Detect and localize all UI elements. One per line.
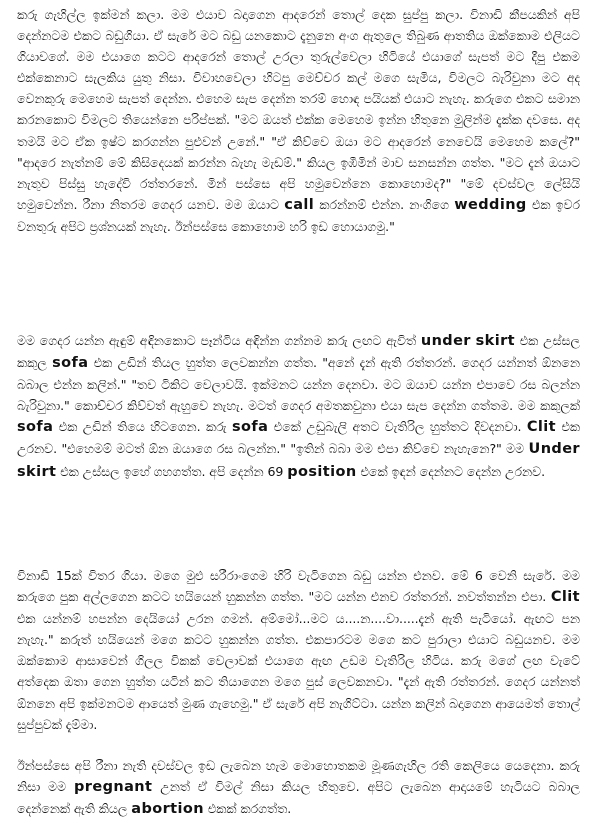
bold-term: skirt — [475, 333, 515, 349]
bold-term: wedding — [454, 196, 527, 213]
bold-term: sofa — [52, 355, 89, 372]
paragraph-1: කරු ගැහිල්ල ඉක්මන් කලා. මම එයාව බදාගෙන ආදරෙන් තොල් දෙක සුප්පු කලා. විනාඩි කීපයකින් අපි දෙන්නටම එකට බඩුගියා. ඒ සැරේ මට බඩු යනකොට දැනුනෙ අංග ඇතුලෙ තිබුණ ආතතිය ඔක්කොම එලියට ගියාවගේ. මම එයාගෙ කටට ආදරෙන් තොල් උරලා තුරුල්වෙලා හිටියේ එයාගේ සැපත් මට දීපු එකම එක්කෙනාට සැලකිය යුතු නිසා. විවාහවෙලා හිටපු මෙච්චර කල් මගෙ සැමිය, විමලට බැරිවුනා මට අද වෙනකුරු මෙහෙම සැපත් දෙන්න. එහෙම සැප දෙන්න තරම් හොඳ පයියක් එයාට නැහැ. කරුගෙ එකට සමාන කරනකොට විමලට තියෙන්නෙ පරිප්පක්. "මට ඔයත් එක්ක මෙහෙම ඉන්න හිතුනෙ මුලින්ම දැක්ක දවසෙ. අද තමයි මට ඒක ඉෂ්ට කරගන්න පුළුවන් උනේ." "ඒ කිව්වෙ ඔයා මට ආදරෙන් නෙවෙයි මෙහෙම කලේ?" "ආදරෙ නැත්නම් මේ කිසිදෙයක් කරන්න බැහැ මැඩම්." කියල ඉඹීමින් මාව සනසන්න ගත්ත. "මට දැන් ඔයාට නැතුව පිස්සු හැදේවි රත්තරනේ. මින් පස්සෙ අපි හමුවෙන්නෙ කොහොමද?" "මේ දවස්වල ලේසියි හමුවෙන්න. රීනා නිතරම ගෙදර යනව. මම ඔයාට call කරන්නම් එන්න. නංගිගෙ wedding එක ඉවර වනතුරු අපිට ප්‍රශ්නයක් නැහැ. ඊන්පස්සෙ කොහොම හරි ඉඩ හොයාගමු." — [17, 7, 581, 234]
bold-term: sofa — [17, 419, 54, 436]
paragraph-3: විනාඩි 15ක් විතර ගියා. මගෙ මුළු සරීරාංගෙම හිරි වැටිගෙන බඩු යන්න එනව. මේ 6 වෙනි සැරේ. මම කරුගෙ පුක අල්ලගෙන කටට හයියෙන් හුකන්න ගත්ත. "මට යන්න එනව රත්තරන්. නවත්තන්න එපා. Clit එක යන්නම් හපන්න දෙයියෝ උරන ගමන්. අම්මෝ...මට ය....න....වා.....දැන් ඇති පැටියෝ. ඇඟට පන නැහැ." කරුත් හයියෙන් මගෙ කටට හුකන්න ගත්ත. එකපාරටම මගෙ කට පුරාලා එයාට බඩුයනව. මම ඔක්කොම ආසාවෙන් ගිලල විකක් වෙලාවක් එයාගෙ ඇඟ උඩම වැතිරිල හිටිය. කරු මගේ ලඟ වැටේ අත්දෙක ඔතා ගෙන හුත්ත යටින් කට තියාගෙන මගෙ පුස් ලෙවකනවා. "දැන් ඇති රත්තරන්. ගෙදර යන්නත් ඕනනෙ අපි ඉක්මනටම ආයෙත් මුණ ගැහෙමු." ඒ සැරේ අපි නැගිට්ටා. යන්න කලින් බදාගෙන ආයෙමත් තොල් සුප්පුවක් දැම්මා. — [17, 568, 581, 732]
bold-term: under — [420, 333, 471, 349]
bold-term: Clit — [550, 589, 581, 606]
bold-term: Clit — [526, 419, 556, 436]
paragraph-4: ඊන්පස්සෙ අපි රීනා නැති දවස්වල ඉඩ ලැබෙන හැම මොහොතකම මූණගැහිල රති කෙලියෙ යෙදෙනා. කරු නිසා මම pregnant උනත් ඒ විමල් නිසා කියල හිතුවෙ. අපිට ලැබෙන ආදායමේ හැටියට බබාල දෙන්නෙක් ඇති කියල abortion එකක් කරගත්ත. — [17, 758, 581, 818]
bold-term: pregnant — [74, 779, 153, 796]
bold-term: Under skirt — [17, 441, 580, 480]
bold-term: position — [287, 463, 357, 480]
bold-term: call — [284, 196, 315, 213]
bold-term: sofa — [232, 419, 269, 436]
bold-term: abortion — [131, 801, 204, 818]
paragraph-2: මම ගෙදර යන්න ඇඳුම් අඳිනකොට පෑන්ටිය අඳින්න ගන්නම කරු ලඟට ඇවිත් under skirt එක උස්සල කකුල sofa එක උඩින් තියල හුත්ත ලෙවකන්න ගත්ත. "අනේ දැන් ඇති රත්තරන්. ගෙදර යන්නත් ඕනනෙ බබාල එන්න කලින්." "තව ටිකිට වෙලාවයි. ඉක්මනට යන්න දෙනවා. මට ඔයාව යන්න එපාවෙ රස බලන්න බැරිවුනා." කොච්චර කිව්වත් ඇහුවෙ නැහැ. මටත් ගෙදර අමතකවුනා එයා සැප දෙන්න ගත්තම. මම කකුලක් sofa එක උඩින් තියෙ හිටගෙන. කරු sofa එකේ උඩුබැලි අතට වැතිරිල හුත්තට දිවදනවා. Clit එක උරනව. "එහෙමම් මටත් ඕන ඔයාගෙ රස බලන්න." "ඉතින් බබා මම එපා කිව්වෙ නැහැනෙ?" මම Under skirt එක උස්සල ඉහේ ගහගත්ත. අපි දෙන්න 69 position එකේ ඉඳන් දෙන්නට දෙන්න උරනව. — [17, 333, 581, 480]
